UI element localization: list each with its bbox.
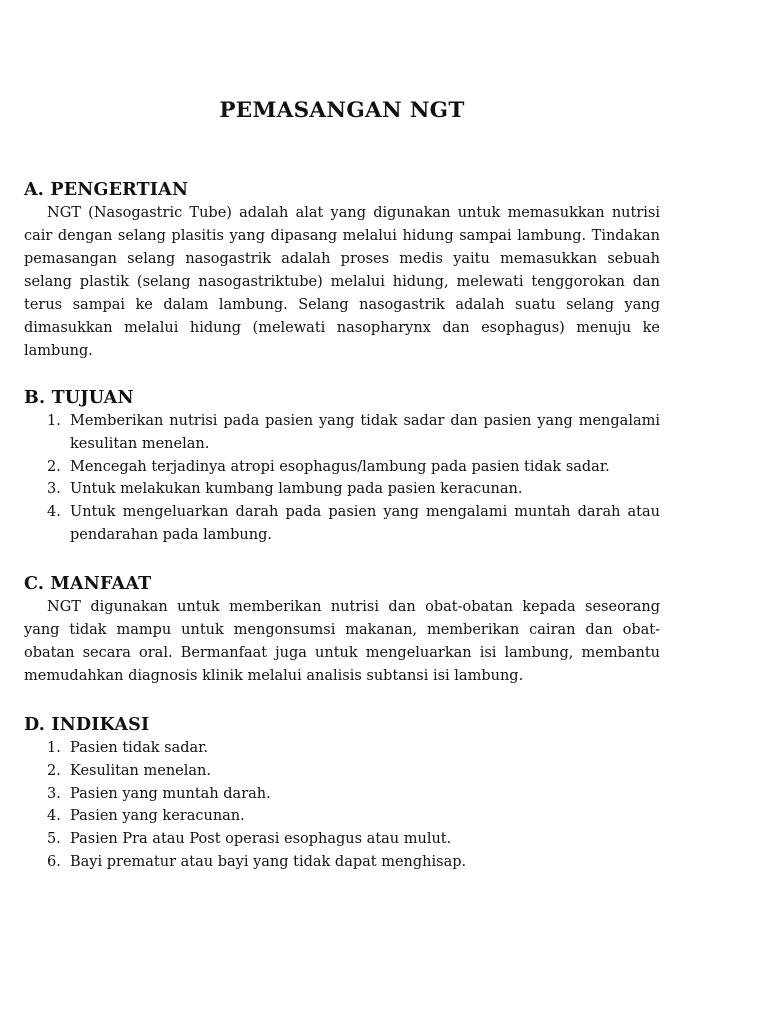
list-item-number: 3.: [47, 481, 61, 498]
list-item-text: Pasien tidak sadar.: [70, 740, 209, 756]
document-title: PEMASANGAN NGT: [219, 98, 465, 123]
list-item: [24, 737, 660, 760]
list-item-number: 1.: [47, 413, 61, 429]
section-heading: D. INDIKASI: [24, 715, 150, 735]
section-heading: C. MANFAAT: [24, 574, 152, 594]
section-heading: B. TUJUAN: [24, 388, 134, 408]
section-tujuan: [24, 386, 660, 547]
list-item-text: Mencegah terjadinya atropi esophagus/lambung pada pasien tidak sadar.: [70, 458, 610, 475]
section-indikasi: [24, 713, 660, 874]
list-item: [24, 760, 660, 783]
list-item-number: 2.: [47, 762, 61, 779]
list-item-text: Memberikan nutrisi pada pasien yang tidak sadar dan pasien yang mengalami kesulitan menelan.: [70, 413, 660, 452]
list-item-number: 5.: [47, 831, 61, 848]
section-manfaat: [24, 572, 660, 688]
list-item-text: Untuk melakukan kumbang lambung pada pasien keracunan.: [70, 481, 523, 498]
list-item: [24, 851, 660, 874]
list-item-text: Pasien Pra atau Post operasi esophagus atau mulut.: [70, 831, 452, 848]
list-item-number: 3.: [47, 785, 61, 802]
section-paragraph: NGT digunakan untuk memberikan nutrisi dan obat-obatan kepada seseorang yang tidak mampu untuk mengonsumsi makanan, memberikan cairan dan obat-obatan secara oral. Bermanfaat juga untuk mengeluarkan isi lambung, membantu memudahkan diagnosis klinik melalui analisis subtansi isi lambung.: [24, 599, 660, 684]
list-item-text: Pasien yang muntah darah.: [70, 785, 271, 802]
list-item-number: 6.: [47, 853, 61, 870]
list-item: [24, 456, 660, 479]
list-item: [24, 501, 660, 547]
list-item: [24, 478, 660, 501]
list-item: [24, 410, 660, 456]
list-item-number: 4.: [47, 504, 61, 521]
section-heading: A. PENGERTIAN: [24, 180, 189, 200]
list-item: [24, 805, 660, 828]
numbered-list: [24, 410, 660, 547]
numbered-list: [24, 737, 660, 874]
list-item: [24, 783, 660, 806]
list-item-number: 1.: [47, 740, 61, 756]
list-item: [24, 828, 660, 851]
list-item-number: 4.: [47, 808, 61, 825]
section-paragraph: NGT (Nasogastric Tube) adalah alat yang digunakan untuk memasukkan nutrisi cair dengan selang plasitis yang dipasang melalui hidung sampai lambung. Tindakan pemasangan selang nasogastrik adalah proses medis yaitu memasukkan sebuah selang plastik (selang nasogastriktube) melalui hidung, melewati tenggorokan dan terus sampai ke dalam lambung. Selang nasogastrik adalah suatu selang yang dimasukkan melalui hidung (melewati nasopharynx dan esophagus) menuju ke lambung.: [24, 205, 660, 359]
list-item-text: Untuk mengeluarkan darah pada pasien yang mengalami muntah darah atau pendarahan pada lambung.: [70, 504, 660, 543]
section-pengertian: [24, 178, 660, 363]
list-item-text: Bayi prematur atau bayi yang tidak dapat menghisap.: [70, 853, 467, 870]
list-item-text: Pasien yang keracunan.: [70, 808, 245, 825]
list-item-text: Kesulitan menelan.: [70, 762, 211, 779]
list-item-number: 2.: [47, 458, 61, 475]
